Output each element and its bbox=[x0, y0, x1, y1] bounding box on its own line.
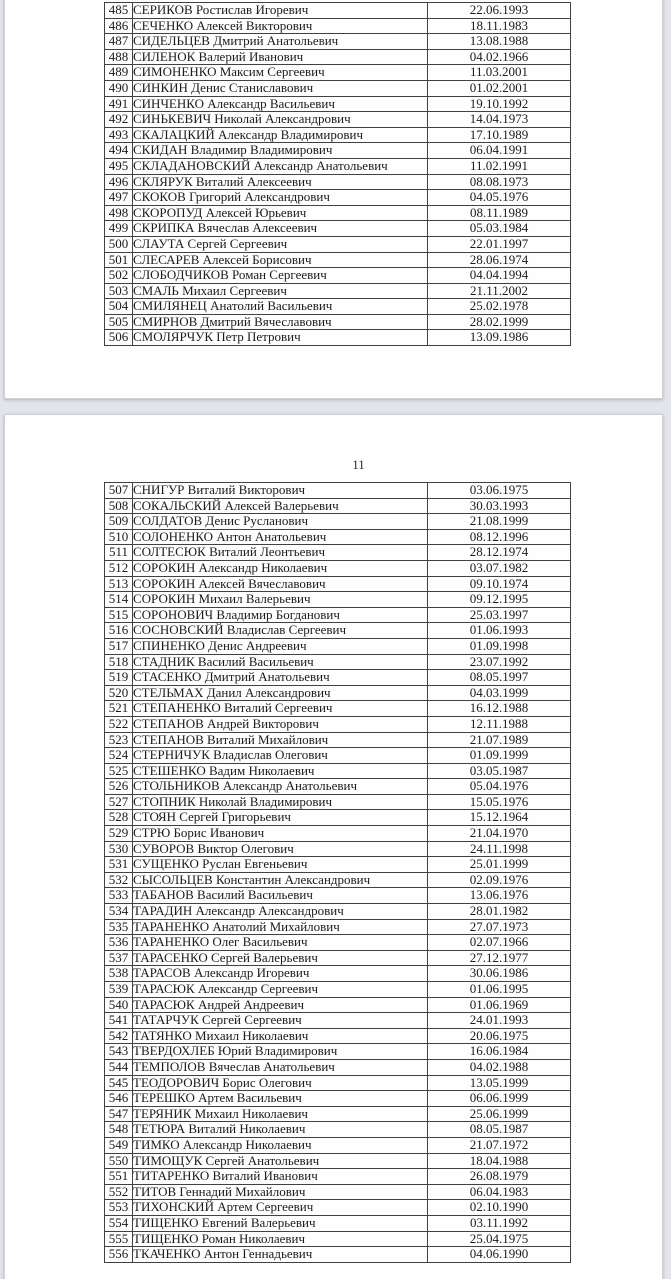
row-number-cell: 539 bbox=[105, 982, 133, 998]
table-row bbox=[105, 826, 571, 842]
person-name-cell: СОСНОВСКИЙ Владислав Сергеевич bbox=[133, 623, 428, 639]
person-name-cell: СКЛЯРУК Виталий Алексеевич bbox=[133, 174, 428, 190]
row-number-cell: 543 bbox=[105, 1044, 133, 1060]
table-row bbox=[105, 1028, 571, 1044]
row-number-cell: 540 bbox=[105, 997, 133, 1013]
row-number-cell: 555 bbox=[105, 1231, 133, 1247]
birth-date-cell: 18.11.1983 bbox=[428, 18, 571, 34]
birth-date-cell: 12.11.1988 bbox=[428, 716, 571, 732]
person-name-cell: ТИТАРЕНКО Виталий Иванович bbox=[133, 1169, 428, 1185]
birth-date-cell: 13.06.1976 bbox=[428, 888, 571, 904]
row-number-cell: 518 bbox=[105, 654, 133, 670]
table-row bbox=[105, 498, 571, 514]
row-number-cell: 524 bbox=[105, 748, 133, 764]
row-number-cell: 521 bbox=[105, 701, 133, 717]
table-row bbox=[105, 904, 571, 920]
birth-date-cell: 06.04.1991 bbox=[428, 143, 571, 159]
table-row bbox=[105, 1013, 571, 1029]
row-number-cell: 490 bbox=[105, 80, 133, 96]
birth-date-cell: 25.01.1999 bbox=[428, 857, 571, 873]
birth-date-cell: 08.12.1996 bbox=[428, 529, 571, 545]
table-row bbox=[105, 1169, 571, 1185]
person-name-cell: СТЕЛЬМАХ Данил Александрович bbox=[133, 685, 428, 701]
person-name-cell: ТИТОВ Геннадий Михайлович bbox=[133, 1184, 428, 1200]
row-number-cell: 488 bbox=[105, 49, 133, 65]
person-name-cell: СЕЧЕНКО Алексей Викторович bbox=[133, 18, 428, 34]
person-name-cell: СИНЧЕНКО Александр Васильевич bbox=[133, 96, 428, 112]
birth-date-cell: 21.04.1970 bbox=[428, 826, 571, 842]
table-row bbox=[105, 1044, 571, 1060]
row-number-cell: 528 bbox=[105, 810, 133, 826]
birth-date-cell: 02.10.1990 bbox=[428, 1200, 571, 1216]
birth-date-cell: 13.05.1999 bbox=[428, 1075, 571, 1091]
person-name-cell: СОЛОНЕНКО Антон Анатольевич bbox=[133, 529, 428, 545]
person-name-cell: СТРЮ Борис Иванович bbox=[133, 826, 428, 842]
birth-date-cell: 08.11.1989 bbox=[428, 205, 571, 221]
birth-date-cell: 22.06.1993 bbox=[428, 3, 571, 19]
row-number-cell: 499 bbox=[105, 221, 133, 237]
birth-date-cell: 26.08.1979 bbox=[428, 1169, 571, 1185]
person-name-cell: СКОРОПУД Алексей Юрьевич bbox=[133, 205, 428, 221]
row-number-cell: 494 bbox=[105, 143, 133, 159]
row-number-cell: 510 bbox=[105, 529, 133, 545]
row-number-cell: 544 bbox=[105, 1059, 133, 1075]
birth-date-cell: 01.02.2001 bbox=[428, 80, 571, 96]
row-number-cell: 505 bbox=[105, 314, 133, 330]
row-number-cell: 530 bbox=[105, 841, 133, 857]
person-name-cell: СТЕПАНОВ Андрей Викторович bbox=[133, 716, 428, 732]
table-row bbox=[105, 268, 571, 284]
person-name-cell: СМАЛЬ Михаил Сергеевич bbox=[133, 283, 428, 299]
birth-date-cell: 28.12.1974 bbox=[428, 545, 571, 561]
row-number-cell: 534 bbox=[105, 904, 133, 920]
row-number-cell: 553 bbox=[105, 1200, 133, 1216]
person-name-cell: СОРОКИН Алексей Вячеславович bbox=[133, 576, 428, 592]
table-row bbox=[105, 221, 571, 237]
document-page-previous bbox=[4, 0, 663, 399]
table-row bbox=[105, 330, 571, 346]
table-row bbox=[105, 236, 571, 252]
person-name-cell: СМОЛЯРЧУК Петр Петрович bbox=[133, 330, 428, 346]
birth-date-cell: 16.12.1988 bbox=[428, 701, 571, 717]
birth-date-cell: 05.03.1984 bbox=[428, 221, 571, 237]
person-name-cell: ТЕРЕШКО Артем Васильевич bbox=[133, 1091, 428, 1107]
row-number-cell: 517 bbox=[105, 638, 133, 654]
person-name-cell: ТКАЧЕНКО Антон Геннадьевич bbox=[133, 1247, 428, 1263]
table-row bbox=[105, 670, 571, 686]
table-row bbox=[105, 514, 571, 530]
person-name-cell: СТЕПАНОВ Виталий Михайлович bbox=[133, 732, 428, 748]
table-row bbox=[105, 314, 571, 330]
person-name-cell: СКЛАДАНОВСКИЙ Александр Анатольевич bbox=[133, 158, 428, 174]
person-name-cell: ТАРАДИН Александр Александрович bbox=[133, 904, 428, 920]
row-number-cell: 500 bbox=[105, 236, 133, 252]
table-row bbox=[105, 810, 571, 826]
birth-date-cell: 11.03.2001 bbox=[428, 65, 571, 81]
row-number-cell: 546 bbox=[105, 1091, 133, 1107]
table-row bbox=[105, 888, 571, 904]
birth-date-cell: 15.05.1976 bbox=[428, 794, 571, 810]
birth-date-cell: 08.05.1997 bbox=[428, 670, 571, 686]
table-row bbox=[105, 1200, 571, 1216]
person-name-cell: ТАТАРЧУК Сергей Сергеевич bbox=[133, 1013, 428, 1029]
table-row bbox=[105, 96, 571, 112]
table-row bbox=[105, 794, 571, 810]
table-row bbox=[105, 560, 571, 576]
birth-date-cell: 18.04.1988 bbox=[428, 1153, 571, 1169]
table-row bbox=[105, 112, 571, 128]
person-name-cell: СОЛТЕСЮК Виталий Леонтьевич bbox=[133, 545, 428, 561]
person-name-cell: ТАТЯНКО Михаил Николаевич bbox=[133, 1028, 428, 1044]
row-number-cell: 498 bbox=[105, 205, 133, 221]
person-name-cell: ТЕОДОРОВИЧ Борис Олегович bbox=[133, 1075, 428, 1091]
birth-date-cell: 27.12.1977 bbox=[428, 950, 571, 966]
table-row bbox=[105, 190, 571, 206]
row-number-cell: 542 bbox=[105, 1028, 133, 1044]
table-row bbox=[105, 1247, 571, 1263]
table-row bbox=[105, 205, 571, 221]
document-page-11 bbox=[4, 414, 663, 1279]
person-name-cell: СКАЛАЦКИЙ Александр Владимирович bbox=[133, 127, 428, 143]
table-row bbox=[105, 716, 571, 732]
table-row bbox=[105, 252, 571, 268]
person-name-cell: ТАРАНЕНКО Олег Васильевич bbox=[133, 935, 428, 951]
roster-table-body bbox=[105, 483, 571, 1263]
row-number-cell: 496 bbox=[105, 174, 133, 190]
row-number-cell: 545 bbox=[105, 1075, 133, 1091]
table-row bbox=[105, 1091, 571, 1107]
person-name-cell: СОКАЛЬСКИЙ Алексей Валерьевич bbox=[133, 498, 428, 514]
table-row bbox=[105, 283, 571, 299]
row-number-cell: 549 bbox=[105, 1137, 133, 1153]
table-row bbox=[105, 779, 571, 795]
row-number-cell: 515 bbox=[105, 607, 133, 623]
roster-table-body bbox=[105, 3, 571, 346]
birth-date-cell: 01.09.1999 bbox=[428, 748, 571, 764]
person-name-cell: ТВЕРДОХЛЕБ Юрий Владимирович bbox=[133, 1044, 428, 1060]
birth-date-cell: 11.02.1991 bbox=[428, 158, 571, 174]
birth-date-cell: 28.01.1982 bbox=[428, 904, 571, 920]
person-name-cell: СМИРНОВ Дмитрий Вячеславович bbox=[133, 314, 428, 330]
person-name-cell: СПИНЕНКО Денис Андреевич bbox=[133, 638, 428, 654]
table-row bbox=[105, 701, 571, 717]
table-row bbox=[105, 143, 571, 159]
table-row bbox=[105, 174, 571, 190]
table-row bbox=[105, 857, 571, 873]
person-name-cell: СОРОКИН Александр Николаевич bbox=[133, 560, 428, 576]
birth-date-cell: 04.03.1999 bbox=[428, 685, 571, 701]
row-number-cell: 541 bbox=[105, 1013, 133, 1029]
row-number-cell: 531 bbox=[105, 857, 133, 873]
person-name-cell: СКОКОВ Григорий Александрович bbox=[133, 190, 428, 206]
person-name-cell: ТИМОЩУК Сергей Анатольевич bbox=[133, 1153, 428, 1169]
person-name-cell: ТАРАСЮК Андрей Андреевич bbox=[133, 997, 428, 1013]
person-name-cell: ТЕТЮРА Виталий Николаевич bbox=[133, 1122, 428, 1138]
birth-date-cell: 25.06.1999 bbox=[428, 1106, 571, 1122]
birth-date-cell: 22.01.1997 bbox=[428, 236, 571, 252]
row-number-cell: 501 bbox=[105, 252, 133, 268]
roster-table-page-11 bbox=[104, 482, 571, 1263]
person-name-cell: ТАРАСЕНКО Сергей Валерьевич bbox=[133, 950, 428, 966]
person-name-cell: СИДЕЛЬЦЕВ Дмитрий Анатольевич bbox=[133, 34, 428, 50]
person-name-cell: СЫСОЛЬЦЕВ Константин Александрович bbox=[133, 872, 428, 888]
row-number-cell: 503 bbox=[105, 283, 133, 299]
table-row bbox=[105, 80, 571, 96]
birth-date-cell: 01.06.1969 bbox=[428, 997, 571, 1013]
person-name-cell: ТЕРЯНИК Михаил Николаевич bbox=[133, 1106, 428, 1122]
table-row bbox=[105, 1059, 571, 1075]
table-row bbox=[105, 1231, 571, 1247]
birth-date-cell: 21.07.1989 bbox=[428, 732, 571, 748]
row-number-cell: 497 bbox=[105, 190, 133, 206]
table-row bbox=[105, 732, 571, 748]
table-row bbox=[105, 65, 571, 81]
birth-date-cell: 01.09.1998 bbox=[428, 638, 571, 654]
row-number-cell: 506 bbox=[105, 330, 133, 346]
table-row bbox=[105, 18, 571, 34]
birth-date-cell: 13.09.1986 bbox=[428, 330, 571, 346]
birth-date-cell: 01.06.1995 bbox=[428, 982, 571, 998]
row-number-cell: 485 bbox=[105, 3, 133, 19]
person-name-cell: СТАСЕНКО Дмитрий Анатольевич bbox=[133, 670, 428, 686]
row-number-cell: 522 bbox=[105, 716, 133, 732]
birth-date-cell: 04.02.1966 bbox=[428, 49, 571, 65]
page-number: 11 bbox=[352, 457, 365, 472]
person-name-cell: СЛОБОДЧИКОВ Роман Сергеевич bbox=[133, 268, 428, 284]
person-name-cell: СИМОНЕНКО Максим Сергеевич bbox=[133, 65, 428, 81]
table-row bbox=[105, 997, 571, 1013]
birth-date-cell: 21.08.1999 bbox=[428, 514, 571, 530]
birth-date-cell: 06.04.1983 bbox=[428, 1184, 571, 1200]
row-number-cell: 513 bbox=[105, 576, 133, 592]
birth-date-cell: 20.06.1975 bbox=[428, 1028, 571, 1044]
row-number-cell: 516 bbox=[105, 623, 133, 639]
person-name-cell: СТАДНИК Василий Васильевич bbox=[133, 654, 428, 670]
person-name-cell: СУВОРОВ Виктор Олегович bbox=[133, 841, 428, 857]
table-row bbox=[105, 872, 571, 888]
birth-date-cell: 09.12.1995 bbox=[428, 592, 571, 608]
table-row bbox=[105, 299, 571, 315]
person-name-cell: ТИМКО Александр Николаевич bbox=[133, 1137, 428, 1153]
birth-date-cell: 16.06.1984 bbox=[428, 1044, 571, 1060]
birth-date-cell: 06.06.1999 bbox=[428, 1091, 571, 1107]
birth-date-cell: 03.05.1987 bbox=[428, 763, 571, 779]
table-row bbox=[105, 1122, 571, 1138]
row-number-cell: 537 bbox=[105, 950, 133, 966]
row-number-cell: 532 bbox=[105, 872, 133, 888]
table-row bbox=[105, 748, 571, 764]
row-number-cell: 519 bbox=[105, 670, 133, 686]
birth-date-cell: 08.08.1973 bbox=[428, 174, 571, 190]
birth-date-cell: 24.11.1998 bbox=[428, 841, 571, 857]
row-number-cell: 511 bbox=[105, 545, 133, 561]
birth-date-cell: 04.05.1976 bbox=[428, 190, 571, 206]
roster-table-previous-page bbox=[104, 2, 571, 346]
row-number-cell: 492 bbox=[105, 112, 133, 128]
row-number-cell: 535 bbox=[105, 919, 133, 935]
birth-date-cell: 25.03.1997 bbox=[428, 607, 571, 623]
table-row bbox=[105, 607, 571, 623]
birth-date-cell: 13.08.1988 bbox=[428, 34, 571, 50]
person-name-cell: ТАРАНЕНКО Анатолий Михайлович bbox=[133, 919, 428, 935]
person-name-cell: СТОПНИК Николай Владимирович bbox=[133, 794, 428, 810]
table-row bbox=[105, 935, 571, 951]
birth-date-cell: 04.02.1988 bbox=[428, 1059, 571, 1075]
person-name-cell: ТЕМПОЛОВ Вячеслав Анатольевич bbox=[133, 1059, 428, 1075]
row-number-cell: 509 bbox=[105, 514, 133, 530]
row-number-cell: 536 bbox=[105, 935, 133, 951]
row-number-cell: 526 bbox=[105, 779, 133, 795]
person-name-cell: СКИДАН Владимир Владимирович bbox=[133, 143, 428, 159]
birth-date-cell: 24.01.1993 bbox=[428, 1013, 571, 1029]
row-number-cell: 507 bbox=[105, 483, 133, 499]
person-name-cell: СНИГУР Виталий Викторович bbox=[133, 483, 428, 499]
row-number-cell: 538 bbox=[105, 966, 133, 982]
table-row bbox=[105, 576, 571, 592]
row-number-cell: 512 bbox=[105, 560, 133, 576]
table-row bbox=[105, 1184, 571, 1200]
row-number-cell: 520 bbox=[105, 685, 133, 701]
birth-date-cell: 21.07.1972 bbox=[428, 1137, 571, 1153]
row-number-cell: 487 bbox=[105, 34, 133, 50]
row-number-cell: 556 bbox=[105, 1247, 133, 1263]
row-number-cell: 489 bbox=[105, 65, 133, 81]
table-row bbox=[105, 763, 571, 779]
birth-date-cell: 04.06.1990 bbox=[428, 1247, 571, 1263]
table-row bbox=[105, 623, 571, 639]
row-number-cell: 495 bbox=[105, 158, 133, 174]
person-name-cell: СТЕШЕНКО Вадим Николаевич bbox=[133, 763, 428, 779]
table-row bbox=[105, 841, 571, 857]
table-row bbox=[105, 1106, 571, 1122]
table-row bbox=[105, 638, 571, 654]
row-number-cell: 550 bbox=[105, 1153, 133, 1169]
person-name-cell: СЕРИКОВ Ростислав Игоревич bbox=[133, 3, 428, 19]
birth-date-cell: 17.10.1989 bbox=[428, 127, 571, 143]
table-row bbox=[105, 950, 571, 966]
person-name-cell: СЛАУТА Сергей Сергеевич bbox=[133, 236, 428, 252]
table-row bbox=[105, 654, 571, 670]
row-number-cell: 523 bbox=[105, 732, 133, 748]
table-row bbox=[105, 127, 571, 143]
birth-date-cell: 19.10.1992 bbox=[428, 96, 571, 112]
table-row bbox=[105, 982, 571, 998]
person-name-cell: СИНЬКЕВИЧ Николай Александрович bbox=[133, 112, 428, 128]
birth-date-cell: 25.04.1975 bbox=[428, 1231, 571, 1247]
row-number-cell: 504 bbox=[105, 299, 133, 315]
row-number-cell: 533 bbox=[105, 888, 133, 904]
table-row bbox=[105, 529, 571, 545]
table-row bbox=[105, 34, 571, 50]
person-name-cell: ТИЩЕНКО Роман Николаевич bbox=[133, 1231, 428, 1247]
person-name-cell: СОРОНОВИЧ Владимир Богданович bbox=[133, 607, 428, 623]
birth-date-cell: 15.12.1964 bbox=[428, 810, 571, 826]
table-row bbox=[105, 685, 571, 701]
row-number-cell: 508 bbox=[105, 498, 133, 514]
person-name-cell: ТИХОНСКИЙ Артем Сергеевич bbox=[133, 1200, 428, 1216]
birth-date-cell: 04.04.1994 bbox=[428, 268, 571, 284]
birth-date-cell: 05.04.1976 bbox=[428, 779, 571, 795]
person-name-cell: СКРИПКА Вячеслав Алексеевич bbox=[133, 221, 428, 237]
table-row bbox=[105, 1215, 571, 1231]
person-name-cell: СМИЛЯНЕЦ Анатолий Васильевич bbox=[133, 299, 428, 315]
person-name-cell: СУЩЕНКО Руслан Евгеньевич bbox=[133, 857, 428, 873]
table-row bbox=[105, 1153, 571, 1169]
table-row bbox=[105, 1137, 571, 1153]
birth-date-cell: 25.02.1978 bbox=[428, 299, 571, 315]
birth-date-cell: 02.09.1976 bbox=[428, 872, 571, 888]
person-name-cell: СИНКИН Денис Станиславович bbox=[133, 80, 428, 96]
birth-date-cell: 03.06.1975 bbox=[428, 483, 571, 499]
row-number-cell: 547 bbox=[105, 1106, 133, 1122]
person-name-cell: СТОЛЬНИКОВ Александр Анатольевич bbox=[133, 779, 428, 795]
row-number-cell: 493 bbox=[105, 127, 133, 143]
person-name-cell: СОЛДАТОВ Денис Русланович bbox=[133, 514, 428, 530]
person-name-cell: ТАРАСЮК Александр Сергеевич bbox=[133, 982, 428, 998]
birth-date-cell: 21.11.2002 bbox=[428, 283, 571, 299]
person-name-cell: ТАБАНОВ Василий Васильевич bbox=[133, 888, 428, 904]
table-row bbox=[105, 545, 571, 561]
birth-date-cell: 27.07.1973 bbox=[428, 919, 571, 935]
person-name-cell: СЛЕСАРЕВ Алексей Борисович bbox=[133, 252, 428, 268]
person-name-cell: ТИЩЕНКО Евгений Валерьевич bbox=[133, 1215, 428, 1231]
row-number-cell: 525 bbox=[105, 763, 133, 779]
birth-date-cell: 30.03.1993 bbox=[428, 498, 571, 514]
row-number-cell: 552 bbox=[105, 1184, 133, 1200]
birth-date-cell: 03.11.1992 bbox=[428, 1215, 571, 1231]
row-number-cell: 554 bbox=[105, 1215, 133, 1231]
person-name-cell: СТОЯН Сергей Григорьевич bbox=[133, 810, 428, 826]
table-row bbox=[105, 483, 571, 499]
table-row bbox=[105, 3, 571, 19]
person-name-cell: СОРОКИН Михаил Валерьевич bbox=[133, 592, 428, 608]
person-name-cell: ТАРАСОВ Александр Игоревич bbox=[133, 966, 428, 982]
table-row bbox=[105, 592, 571, 608]
table-row bbox=[105, 919, 571, 935]
birth-date-cell: 01.06.1993 bbox=[428, 623, 571, 639]
person-name-cell: СИЛЕНОК Валерий Иванович bbox=[133, 49, 428, 65]
birth-date-cell: 23.07.1992 bbox=[428, 654, 571, 670]
person-name-cell: СТЕРНИЧУК Владислав Олегович bbox=[133, 748, 428, 764]
row-number-cell: 502 bbox=[105, 268, 133, 284]
birth-date-cell: 14.04.1973 bbox=[428, 112, 571, 128]
table-row bbox=[105, 1075, 571, 1091]
table-row bbox=[105, 49, 571, 65]
row-number-cell: 548 bbox=[105, 1122, 133, 1138]
birth-date-cell: 03.07.1982 bbox=[428, 560, 571, 576]
row-number-cell: 551 bbox=[105, 1169, 133, 1185]
row-number-cell: 514 bbox=[105, 592, 133, 608]
person-name-cell: СТЕПАНЕНКО Виталий Сергеевич bbox=[133, 701, 428, 717]
row-number-cell: 491 bbox=[105, 96, 133, 112]
birth-date-cell: 28.02.1999 bbox=[428, 314, 571, 330]
row-number-cell: 529 bbox=[105, 826, 133, 842]
birth-date-cell: 30.06.1986 bbox=[428, 966, 571, 982]
table-row bbox=[105, 158, 571, 174]
birth-date-cell: 02.07.1966 bbox=[428, 935, 571, 951]
birth-date-cell: 08.05.1987 bbox=[428, 1122, 571, 1138]
table-row bbox=[105, 966, 571, 982]
birth-date-cell: 09.10.1974 bbox=[428, 576, 571, 592]
row-number-cell: 527 bbox=[105, 794, 133, 810]
birth-date-cell: 28.06.1974 bbox=[428, 252, 571, 268]
row-number-cell: 486 bbox=[105, 18, 133, 34]
